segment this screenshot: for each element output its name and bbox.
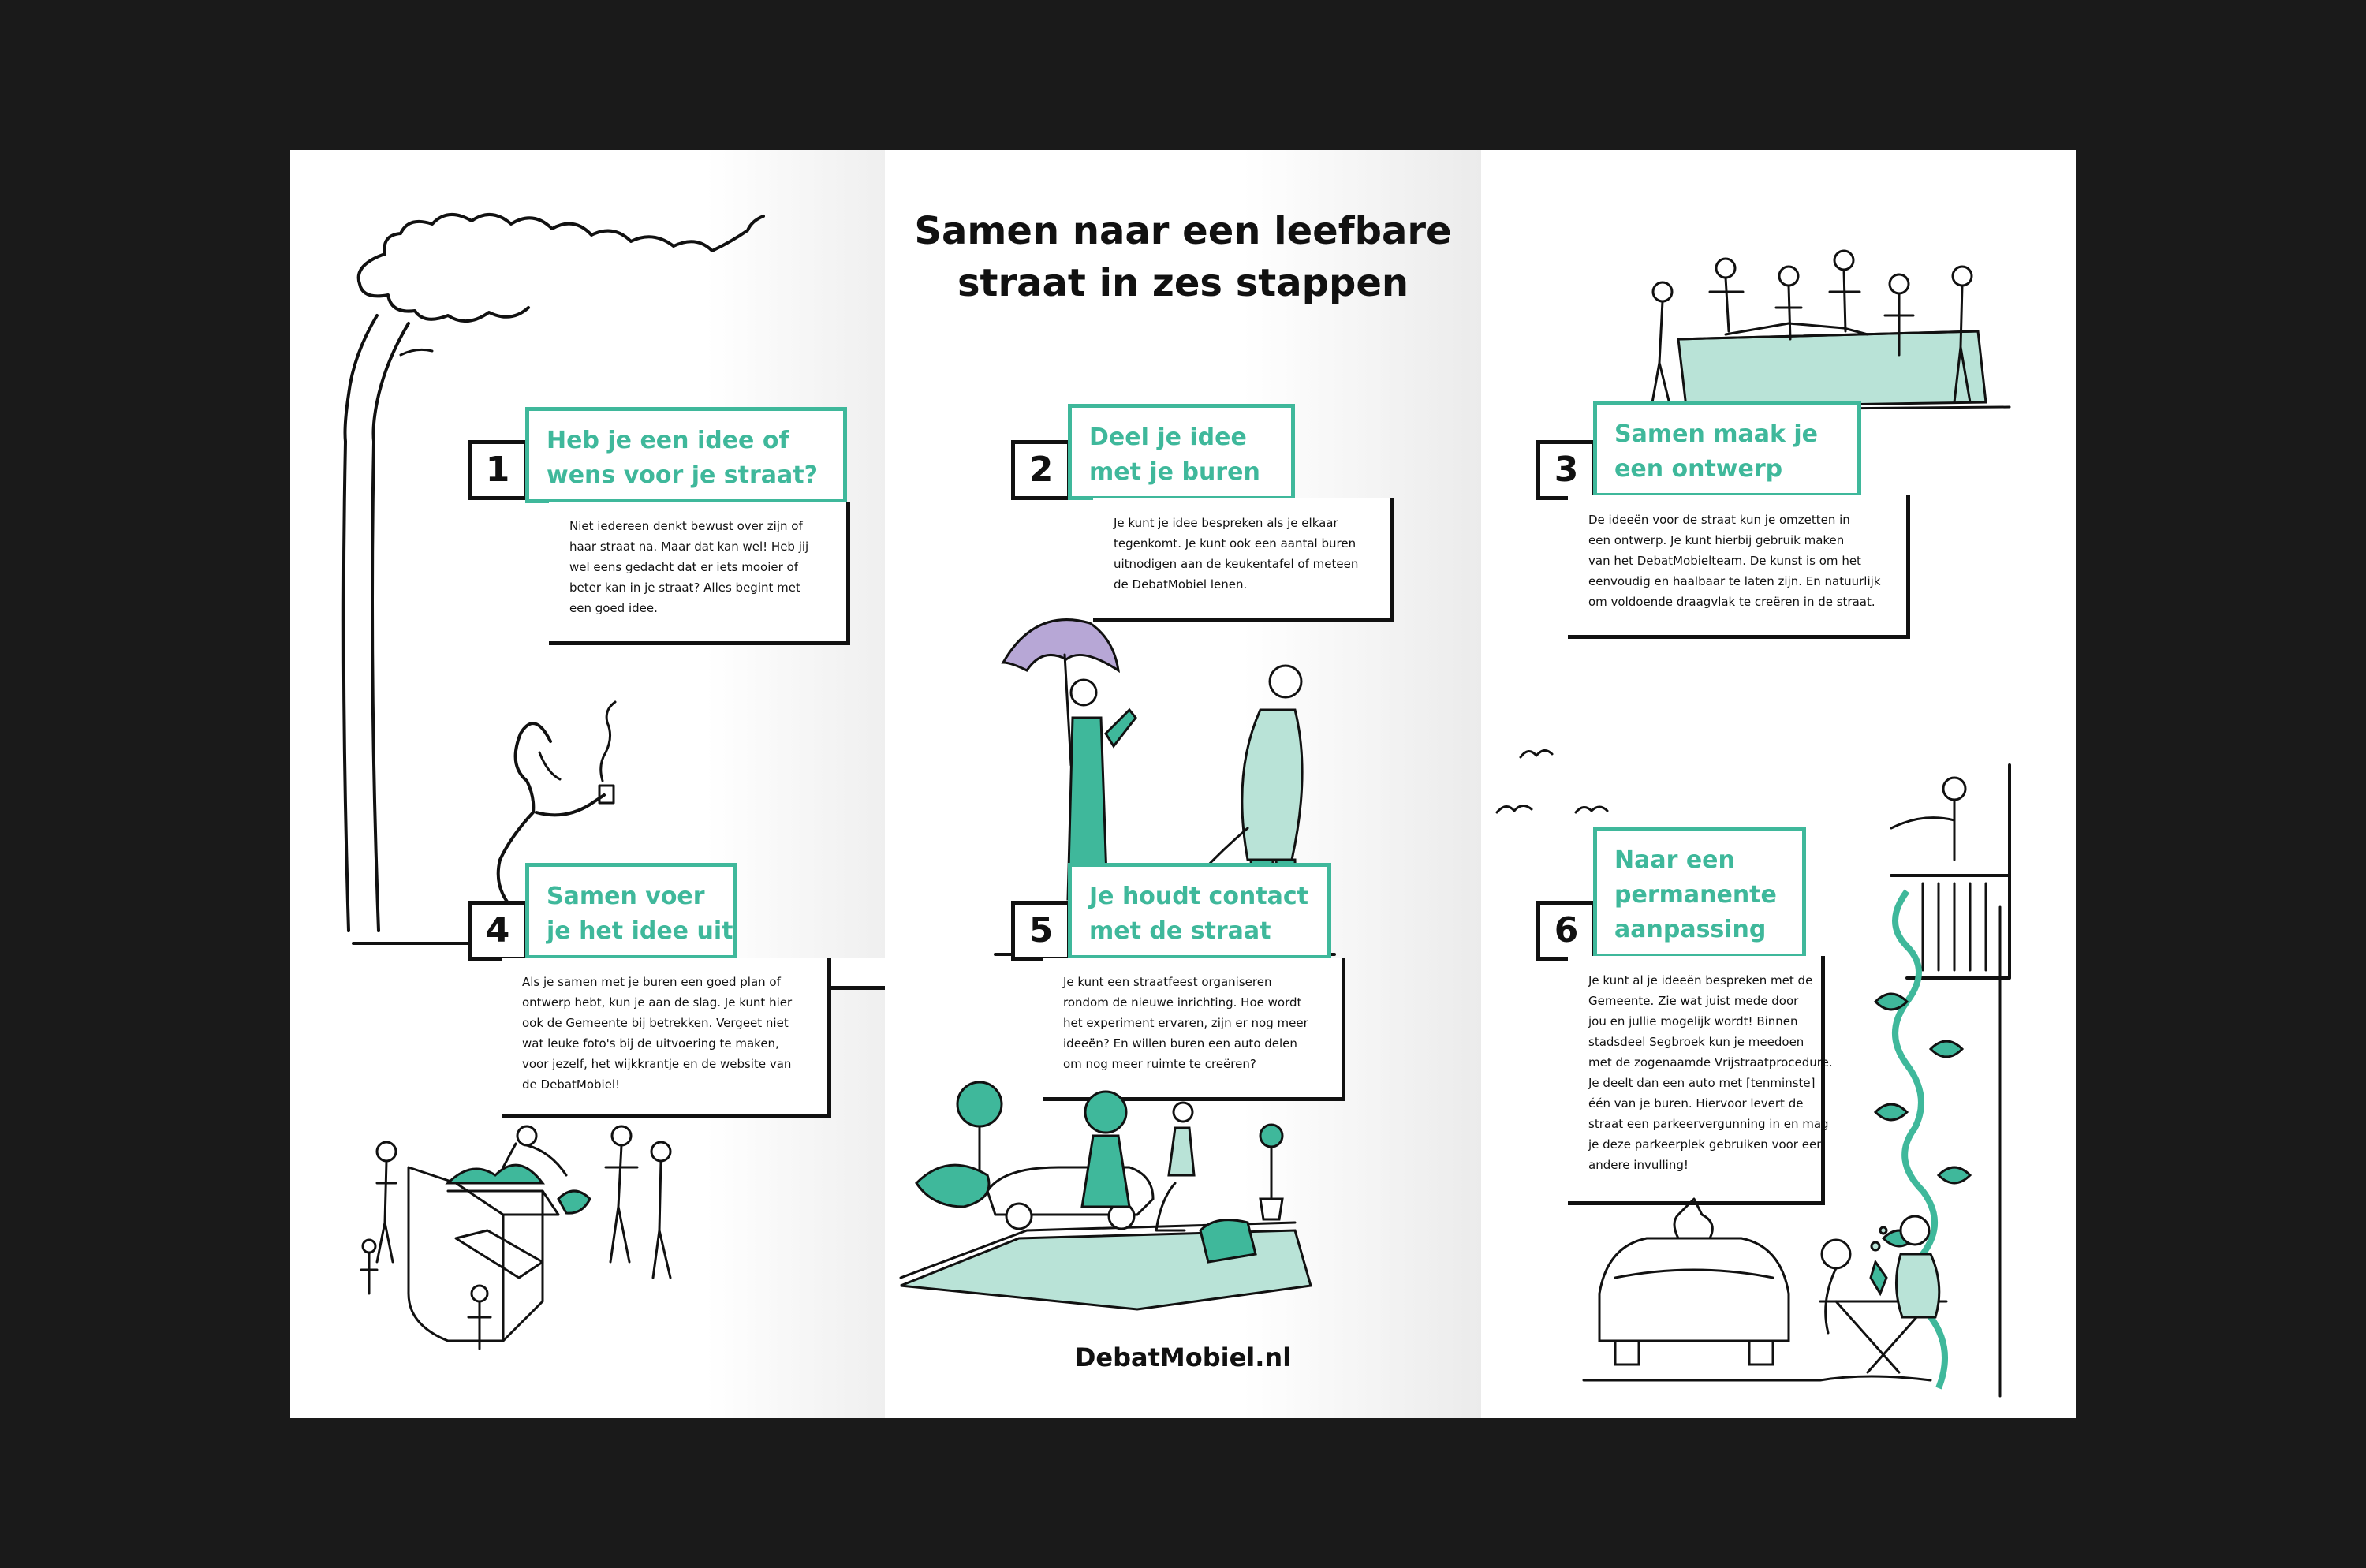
step-body-line: eenvoudig en haalbaar te laten zijn. En natuurlijk — [1588, 574, 1881, 588]
step-body-line: wat leuke foto's bij de uitvoering te maken, — [522, 1036, 779, 1051]
step-title-1 — [525, 407, 847, 503]
step-body-line: Als je samen met je buren een goed plan of — [522, 975, 781, 989]
step-title-line: Heb je een idee of — [547, 427, 789, 454]
step-body-line: van het DebatMobielteam. De kunst is om het — [1588, 554, 1861, 568]
step-title-line: je het idee uit — [547, 917, 733, 945]
step-body-line: uitnodigen aan de keukentafel of meteen — [1114, 557, 1359, 571]
step-title-line: met je buren — [1089, 458, 1260, 486]
panel-left — [290, 150, 885, 1418]
step-body-line: beter kan in je straat? Alles begint met — [569, 581, 800, 595]
step-title-2 — [1068, 404, 1295, 500]
step-body-line: wel eens gedacht dat er iets mooier of — [569, 560, 798, 574]
street-party-illustration — [901, 1081, 1327, 1317]
tree-illustration — [322, 189, 890, 442]
step-body-line: de DebatMobiel lenen. — [1114, 577, 1248, 592]
step-body-line: het experiment ervaren, zijn er nog meer — [1063, 1016, 1308, 1030]
car-and-terrace-illustration — [1584, 1183, 1978, 1388]
website-url: DebatMobiel.nl — [1074, 1342, 1292, 1372]
brochure-sheet — [290, 150, 2076, 1418]
step-title-line: permanente — [1614, 881, 1777, 909]
step-body-line: één van je buren. Hiervoor levert de — [1588, 1096, 1804, 1111]
step-body-line: de DebatMobiel! — [522, 1077, 621, 1092]
panel-right — [1481, 150, 2076, 1418]
step-body-line: stadsdeel Segbroek kun je meedoen — [1588, 1035, 1804, 1049]
step-title-line: aanpassing — [1614, 916, 1767, 943]
step-body-1 — [549, 502, 850, 645]
step-body-line: Je kunt je idee bespreken als je elkaar — [1114, 516, 1338, 530]
step-body-line: rondom de nieuwe inrichting. Hoe wordt — [1063, 995, 1302, 1010]
step-title-5 — [1068, 863, 1331, 959]
step-body-line: om voldoende draagvlak te creëren in de straat. — [1588, 595, 1875, 609]
step-title-line: Samen voer — [547, 883, 705, 910]
step-title-line: een ontwerp — [1614, 455, 1783, 483]
step-number-5: 5 — [1011, 901, 1071, 961]
design-table-illustration — [1647, 252, 2010, 410]
step-title-line: Samen maak je — [1614, 420, 1819, 448]
step-body-line: ontwerp hebt, kun je aan de slag. Je kunt hier — [522, 995, 793, 1010]
step-title-line: wens voor je straat? — [547, 461, 819, 489]
step-body-line: met de zogenaamde Vrijstraatprocedure. — [1588, 1055, 1833, 1070]
step-body-line: De ideeën voor de straat kun je omzetten in — [1588, 513, 1850, 527]
building-bench-illustration — [361, 1120, 692, 1357]
step-number-6: 6 — [1536, 901, 1596, 961]
page-title-line-1: Samen naar een leefbare — [914, 209, 1452, 253]
step-title-line: Naar een — [1614, 846, 1735, 874]
step-number-4: 4 — [468, 901, 528, 961]
step-body-line: een goed idee. — [569, 601, 658, 615]
step-body-4 — [502, 958, 831, 1118]
step-number-2: 2 — [1011, 440, 1071, 500]
step-body-line: Niet iedereen denkt bewust over zijn of — [569, 519, 803, 533]
step-title-4 — [525, 863, 737, 959]
step-body-line: om nog meer ruimte te creëren? — [1063, 1057, 1256, 1071]
step-body-line: tegenkomt. Je kunt ook een aantal buren — [1114, 536, 1357, 551]
birds-illustration — [1497, 741, 1655, 836]
step-title-6 — [1593, 827, 1806, 958]
step-title-line: met de straat — [1089, 917, 1271, 945]
step-body-line: Je deelt dan een auto met [tenminste] — [1588, 1076, 1816, 1090]
step-body-line: voor jezelf, het wijkkrantje en de website van — [522, 1057, 792, 1071]
step-body-line: andere invulling! — [1588, 1158, 1689, 1172]
step-body-line: ideeën? En willen buren een auto delen — [1063, 1036, 1297, 1051]
step-body-3 — [1568, 495, 1910, 639]
step-body-line: jou en jullie mogelijk wordt! Binnen — [1588, 1014, 1798, 1029]
page-title-line-2: straat in zes stappen — [957, 261, 1409, 305]
step-title-3 — [1593, 401, 1861, 497]
step-title-line: Deel je idee — [1089, 424, 1247, 451]
step-body-6 — [1568, 956, 1833, 1205]
step-body-line: ook de Gemeente bij betrekken. Vergeet niet — [522, 1016, 789, 1030]
step-number-3: 3 — [1536, 440, 1596, 500]
step-body-line: je deze parkeerplek gebruiken voor een — [1588, 1137, 1824, 1152]
page-title — [885, 205, 1481, 309]
step-body-5 — [1043, 958, 1345, 1101]
step-body-line: Gemeente. Zie wat juist mede door — [1588, 994, 1799, 1008]
step-body-line: Je kunt al je ideeën bespreken met de — [1588, 973, 1813, 987]
step-number-1: 1 — [468, 440, 528, 500]
step-body-line: een ontwerp. Je kunt hierbij gebruik maken — [1588, 533, 1845, 547]
panel-middle — [885, 150, 1481, 1418]
step-body-line: straat een parkeervergunning in en mag — [1588, 1117, 1829, 1131]
step-body-line: haar straat na. Maar dat kan wel! Heb jij — [569, 539, 809, 554]
step-body-line: Je kunt een straatfeest organiseren — [1063, 975, 1272, 989]
step-title-line: Je houdt contact — [1089, 883, 1308, 910]
